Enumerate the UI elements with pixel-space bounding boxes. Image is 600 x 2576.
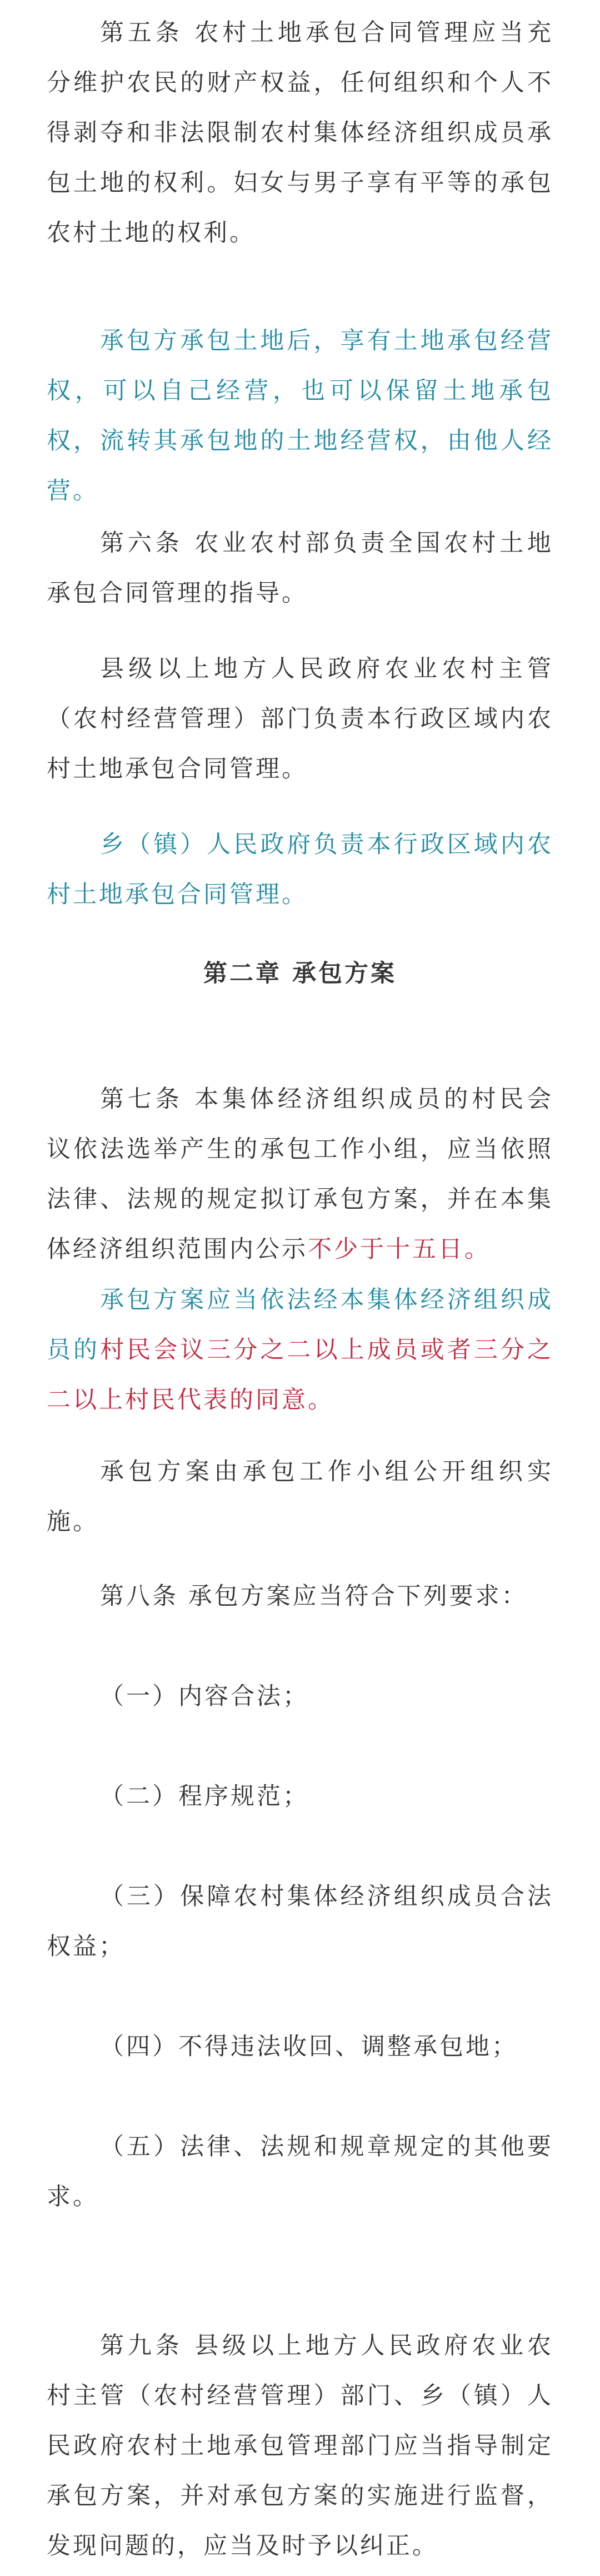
approval-highlight: 村民会议三分之二以上成员或者三分之二以上村民代表的同意。 bbox=[47, 1336, 554, 1414]
county-management-text: 县级以上地方人民政府农业农村主管（农村经营管理）部门负责本行政区域内农村土地承包合同管理。 bbox=[47, 655, 553, 783]
requirement-4-text: （四）不得违法收回、调整承包地； bbox=[100, 2033, 518, 2061]
article-8-paragraph bbox=[47, 1571, 553, 1621]
requirement-1-text: （一）内容合法； bbox=[100, 1682, 309, 1710]
article-5-paragraph bbox=[47, 8, 553, 258]
approval-text: 承包方案应当依法经本集体经济组织成员的 bbox=[47, 1286, 553, 1364]
article-5-text: 第五条 农村土地承包合同管理应当充分维护农民的财产权益，任何组织和个人不得剥夺和非法限制农村集体经济组织成员承包土地的权利。妇女与男子享有平等的承包农村土地的权利。 bbox=[47, 19, 553, 247]
requirement-5 bbox=[47, 2122, 553, 2222]
article-9-text: 第九条 县级以上地方人民政府农业农村主管（农村经营管理）部门、乡（镇）人民政府农村土地承包管理部门应当指导制定承包方案，并对承包方案的实施进行监督，发现问题的，应当及时予以纠正。 bbox=[47, 2332, 553, 2560]
article-7-paragraph bbox=[47, 1074, 553, 1274]
requirement-4 bbox=[47, 2022, 553, 2072]
article-9-paragraph bbox=[47, 2321, 553, 2571]
requirement-1 bbox=[47, 1671, 553, 1721]
requirement-2-text: （二）程序规范； bbox=[100, 1783, 309, 1810]
requirement-2 bbox=[47, 1771, 553, 1821]
article-6-text: 第六条 农业农村部负责全国农村土地承包合同管理的指导。 bbox=[47, 529, 553, 607]
implementation-paragraph bbox=[47, 1447, 553, 1547]
requirement-5-text: （五）法律、法规和规章规定的其他要求。 bbox=[47, 2133, 553, 2211]
contract-rights-paragraph bbox=[47, 316, 553, 516]
county-management-paragraph bbox=[47, 644, 553, 794]
implementation-text: 承包方案由承包工作小组公开组织实施。 bbox=[47, 1458, 553, 1536]
chapter-2-heading: 第二章 承包方案 bbox=[203, 960, 397, 987]
approval-paragraph bbox=[47, 1275, 553, 1425]
article-8-text: 第八条 承包方案应当符合下列要求： bbox=[100, 1582, 528, 1610]
contract-rights-text: 承包方承包土地后，享有土地承包经营权，可以自己经营，也可以保留土地承包权，流转其承包地的土地经营权，由他人经营。 bbox=[47, 327, 553, 505]
requirement-3-text: （三）保障农村集体经济组织成员合法权益； bbox=[47, 1883, 553, 1960]
township-management-text: 乡（镇）人民政府负责本行政区域内农村土地承包合同管理。 bbox=[47, 831, 553, 909]
township-management-paragraph bbox=[47, 820, 553, 920]
article-7-text: 第七条 本集体经济组织成员的村民会议依法选举产生的承包工作小组，应当依照法律、法规的规定拟订承包方案，并在本集体经济组织范围内公示 bbox=[47, 1085, 553, 1263]
article-7-highlight: 不少于十五日。 bbox=[308, 1235, 491, 1263]
requirement-3 bbox=[47, 1872, 553, 1972]
article-6-paragraph bbox=[47, 518, 553, 618]
